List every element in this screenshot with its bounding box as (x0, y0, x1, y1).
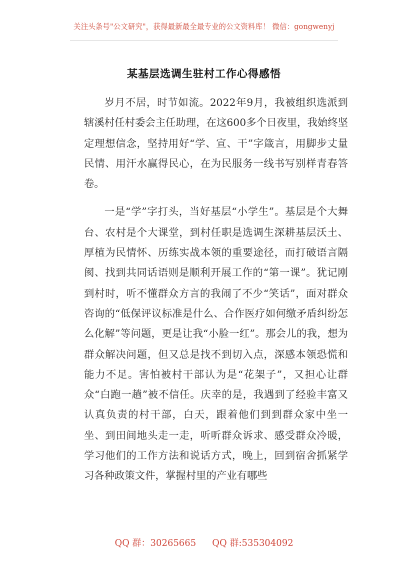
header-divider (70, 40, 338, 41)
qq-group-label: QQ 群：30265665 (114, 539, 197, 549)
document-title: 某基层选调生驻村工作心得感悟 (127, 68, 281, 80)
document-body (84, 94, 348, 488)
body-paragraph: 岁月不居，时节如流。2022年9月，我被组织选派到辖溪村任村委会主任助理，在这600多个日夜里，我始终坚定理想信念，坚持用好“学、宣、干”字箴言，用脚步丈量民情、用汗水赢得民心，在为民服务一线书写别样青春答卷。 (84, 98, 348, 191)
footer-contact (0, 536, 408, 549)
qq-group-label: QQ 群:535304092 (212, 539, 294, 549)
body-paragraph: 一是“学”字打头，当好基层“小学生”。基层是个大舞台、农村是个大课堂，到村任职是选调生深耕基层沃土、厚植为民情怀、历练实战本领的重要途径，而打破语言隔阂、找到共同话语则是顺利开展工作的“第一课”。犹记刚到村时，听不懂群众方言的我闹了不少“笑话”，面对群众咨询的“低保评议标准是什么、合作医疗如何缴矛盾纠纷怎么化解”等问题，更是让我“小脸一红”。那会儿的我，想为群众解决问题，但又总是找不到切入点，深感本领恐慌和能力不足。害怕被村干部认为是“花架子”，又担心让群众“白跑一趟”被不信任。庆幸的是，我遇到了经验丰富又认真负责的村干部，白天，跟着他们到到群众家中坐一坐、到田间地头走一走，听听群众诉求、感受群众冷暖，学习他们的工作方法和说话方式，晚上，回到宿舍抓紧学习各种政策文件，掌握村里的产业有哪些 (84, 207, 348, 483)
header-banner: 关注头条号"公文研究"，获得最新最全最专业的公文资料库！ 微信：gongwenyj (73, 22, 335, 31)
